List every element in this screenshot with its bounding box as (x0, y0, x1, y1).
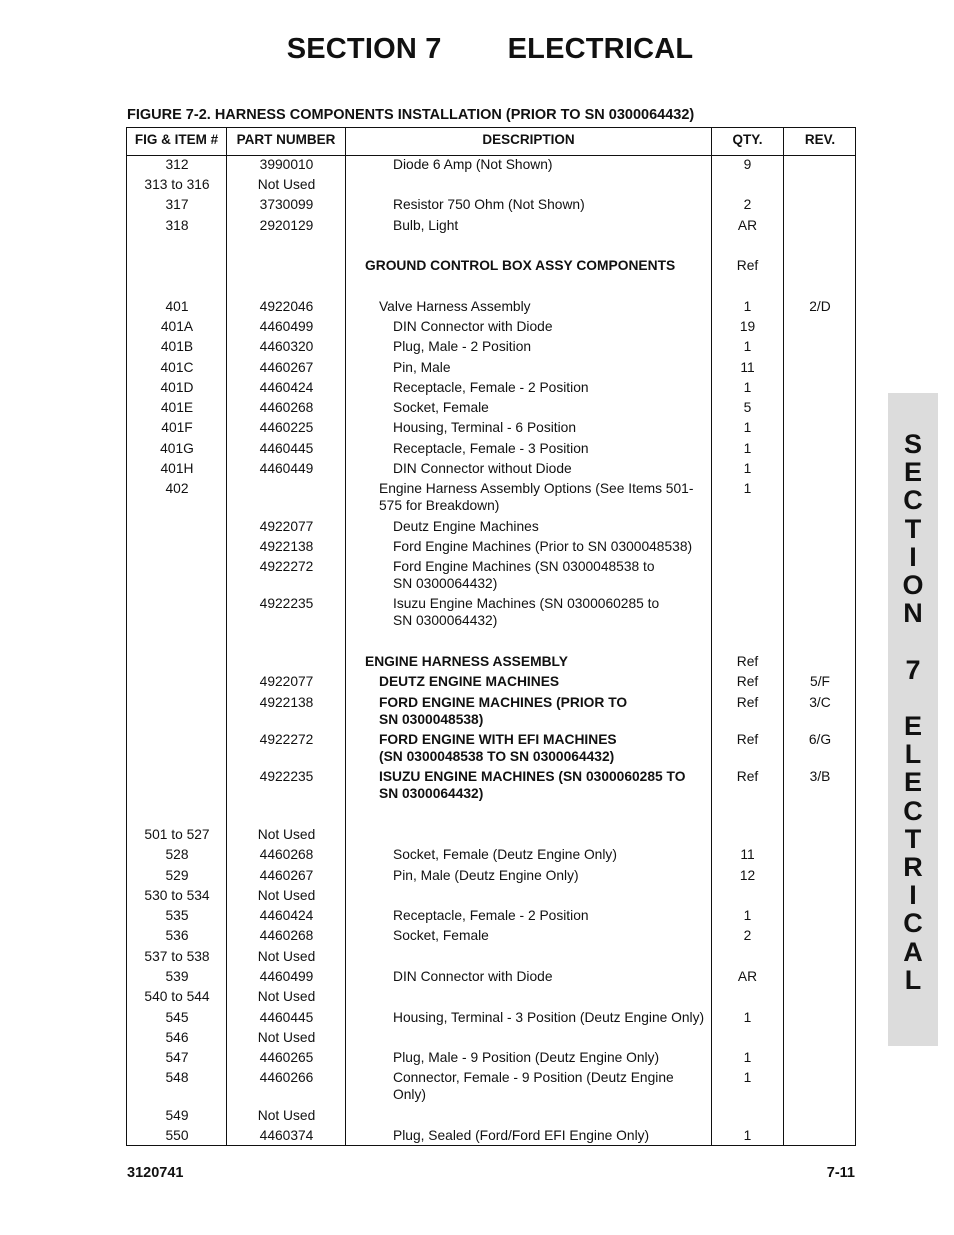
fig-item-cell: 401C (160, 360, 194, 375)
part-number-cell: Not Used (257, 949, 316, 964)
qty-cell: 1 (743, 481, 752, 496)
fig-item-cell: 401E (160, 400, 194, 415)
header-part-number: PART NUMBER (236, 132, 336, 147)
rev-cell: 5/F (810, 674, 830, 689)
qty-cell: 9 (743, 157, 752, 172)
fig-item-cell: 401 (165, 299, 189, 314)
description-cell: DIN Connector without Diode (393, 461, 572, 476)
description-cell: Receptacle, Female - 2 Position (393, 908, 589, 923)
part-number-cell: 4460265 (259, 1050, 314, 1065)
column-divider (711, 128, 712, 1145)
part-number-cell: 4922235 (259, 769, 314, 784)
part-number-cell: Not Used (257, 989, 316, 1004)
fig-item-cell: 547 (165, 1050, 189, 1065)
fig-item-cell: 528 (165, 847, 189, 862)
description-cell: Plug, Male - 2 Position (393, 339, 532, 354)
fig-item-cell: 401D (160, 380, 194, 395)
qty-cell: 1 (743, 380, 752, 395)
part-number-cell: 4460268 (259, 928, 314, 943)
fig-item-cell: 402 (165, 481, 189, 496)
qty-cell: 1 (743, 441, 752, 456)
part-number-cell: 4460267 (259, 868, 314, 883)
qty-cell: 1 (743, 339, 752, 354)
section-side-tab (888, 393, 938, 1046)
qty-cell: Ref (736, 674, 759, 689)
description-cell: Diode 6 Amp (Not Shown) (393, 157, 553, 172)
fig-item-cell: 401A (160, 319, 194, 334)
part-number-cell: 4460424 (259, 908, 314, 923)
part-number-cell: 4922046 (259, 299, 314, 314)
fig-item-cell: 540 to 544 (144, 989, 210, 1004)
description-cell: Connector, Female - 9 Position (Deutz Engine Only) (393, 1070, 674, 1102)
qty-cell: 1 (743, 1050, 752, 1065)
description-cell: Pin, Male (Deutz Engine Only) (393, 868, 579, 883)
description-cell: ENGINE HARNESS ASSEMBLY (365, 654, 568, 669)
qty-cell: 1 (743, 1070, 752, 1085)
description-cell: Socket, Female (393, 928, 489, 943)
fig-item-cell: 401G (160, 441, 194, 456)
fig-item-cell: 312 (165, 157, 189, 172)
part-number-cell: 4922138 (259, 539, 314, 554)
description-cell: Engine Harness Assembly Options (See Items 501- 575 for Breakdown) (379, 481, 694, 513)
qty-cell: 12 (739, 868, 756, 883)
qty-cell: Ref (736, 258, 759, 273)
description-cell: Socket, Female (Deutz Engine Only) (393, 847, 617, 862)
part-number-cell: 3730099 (259, 197, 314, 212)
part-number-cell: 4922235 (259, 596, 314, 611)
qty-cell: 1 (743, 908, 752, 923)
fig-item-cell: 549 (165, 1108, 189, 1123)
description-cell: Receptacle, Female - 2 Position (393, 380, 589, 395)
description-cell: DIN Connector with Diode (393, 969, 553, 984)
qty-cell: 1 (743, 461, 752, 476)
description-cell: Resistor 750 Ohm (Not Shown) (393, 197, 585, 212)
description-cell: FORD ENGINE WITH EFI MACHINES (SN 0300048538 TO SN 0300064432) (379, 732, 617, 764)
page-number: 7-11 (826, 1165, 855, 1181)
description-cell: Deutz Engine Machines (393, 519, 539, 534)
header-qty: QTY. (732, 132, 763, 147)
part-number-cell: 4922272 (259, 559, 314, 574)
document-number: 3120741 (127, 1165, 184, 1181)
part-number-cell: Not Used (257, 827, 316, 842)
part-number-cell: 4460268 (259, 400, 314, 415)
qty-cell: Ref (736, 769, 759, 784)
fig-item-cell: 550 (165, 1128, 189, 1143)
part-number-cell: Not Used (257, 888, 316, 903)
description-cell: Valve Harness Assembly (379, 299, 531, 314)
description-cell: Ford Engine Machines (Prior to SN 0300048538) (393, 539, 693, 554)
description-cell: GROUND CONTROL BOX ASSY COMPONENTS (365, 258, 676, 273)
part-number-cell: 4460424 (259, 380, 314, 395)
description-cell: Bulb, Light (393, 218, 459, 233)
part-number-cell: 2920129 (259, 218, 314, 233)
fig-item-cell: 317 (165, 197, 189, 212)
part-number-cell: 4460267 (259, 360, 314, 375)
qty-cell: AR (737, 969, 758, 984)
qty-cell: Ref (736, 732, 759, 747)
description-cell: ISUZU ENGINE MACHINES (SN 0300060285 TO SN 0300064432) (379, 769, 686, 801)
qty-cell: 2 (743, 197, 752, 212)
description-cell: Isuzu Engine Machines (SN 0300060285 to SN 0300064432) (393, 596, 660, 628)
fig-item-cell: 539 (165, 969, 189, 984)
description-cell: Housing, Terminal - 6 Position (393, 420, 577, 435)
side-tab-label: S E C T I O N 7 E L E C T R I C A L (902, 429, 924, 995)
part-number-cell: 4922272 (259, 732, 314, 747)
rev-cell: 3/C (809, 695, 831, 710)
parts-table (126, 127, 856, 1146)
part-number-cell: 4460268 (259, 847, 314, 862)
part-number-cell: 4922077 (259, 519, 314, 534)
fig-item-cell: 537 to 538 (144, 949, 210, 964)
column-divider (783, 128, 784, 1145)
part-number-cell: 4460445 (259, 1010, 314, 1025)
fig-item-cell: 401B (160, 339, 194, 354)
qty-cell: Ref (736, 695, 759, 710)
rev-cell: 6/G (808, 732, 832, 747)
fig-item-cell: 529 (165, 868, 189, 883)
qty-cell: Ref (736, 654, 759, 669)
section-title: SECTION 7 ELECTRICAL (286, 33, 694, 65)
fig-item-cell: 318 (165, 218, 189, 233)
fig-item-cell: 535 (165, 908, 189, 923)
description-cell: Plug, Sealed (Ford/Ford EFI Engine Only) (393, 1128, 650, 1143)
qty-cell: 19 (739, 319, 756, 334)
part-number-cell: Not Used (257, 1108, 316, 1123)
part-number-cell: 4460499 (259, 969, 314, 984)
fig-item-cell: 401F (161, 420, 193, 435)
qty-cell: 5 (743, 400, 752, 415)
part-number-cell: 4922138 (259, 695, 314, 710)
description-cell: DIN Connector with Diode (393, 319, 553, 334)
description-cell: Receptacle, Female - 3 Position (393, 441, 589, 456)
qty-cell: 2 (743, 928, 752, 943)
header-description: DESCRIPTION (482, 132, 575, 147)
description-cell: Socket, Female (393, 400, 489, 415)
description-cell: Housing, Terminal - 3 Position (Deutz Engine Only) (393, 1010, 705, 1025)
fig-item-cell: 530 to 534 (144, 888, 210, 903)
fig-item-cell: 501 to 527 (144, 827, 210, 842)
header-rev: REV. (804, 132, 836, 147)
description-cell: Pin, Male (393, 360, 451, 375)
qty-cell: 1 (743, 1010, 752, 1025)
qty-cell: 11 (740, 360, 755, 375)
part-number-cell: 4460499 (259, 319, 314, 334)
part-number-cell: Not Used (257, 177, 316, 192)
part-number-cell: 4460266 (259, 1070, 314, 1085)
fig-item-cell: 545 (165, 1010, 189, 1025)
rev-cell: 2/D (809, 299, 831, 314)
description-cell: FORD ENGINE MACHINES (PRIOR TO SN 0300048538) (379, 695, 628, 727)
description-cell: Plug, Male - 9 Position (Deutz Engine Only) (393, 1050, 660, 1065)
part-number-cell: Not Used (257, 1030, 316, 1045)
fig-item-cell: 313 to 316 (144, 177, 210, 192)
part-number-cell: 4922077 (259, 674, 314, 689)
part-number-cell: 4460449 (259, 461, 314, 476)
part-number-cell: 4460445 (259, 441, 314, 456)
fig-item-cell: 546 (165, 1030, 189, 1045)
figure-title: FIGURE 7-2. HARNESS COMPONENTS INSTALLATION (PRIOR TO SN 0300064432) (127, 107, 695, 123)
part-number-cell: 4460320 (259, 339, 314, 354)
header-fig: FIG & ITEM # (134, 132, 219, 147)
qty-cell: 1 (743, 420, 752, 435)
fig-item-cell: 401H (160, 461, 194, 476)
qty-cell: AR (737, 218, 758, 233)
description-cell: DEUTZ ENGINE MACHINES (379, 674, 560, 689)
description-cell: Ford Engine Machines (SN 0300048538 to SN 0300064432) (393, 559, 655, 591)
fig-item-cell: 548 (165, 1070, 189, 1085)
fig-item-cell: 536 (165, 928, 189, 943)
part-number-cell: 4460225 (259, 420, 314, 435)
part-number-cell: 4460374 (259, 1128, 314, 1143)
part-number-cell: 3990010 (259, 157, 314, 172)
qty-cell: 1 (743, 299, 752, 314)
qty-cell: 11 (740, 847, 755, 862)
rev-cell: 3/B (809, 769, 831, 784)
qty-cell: 1 (743, 1128, 752, 1143)
